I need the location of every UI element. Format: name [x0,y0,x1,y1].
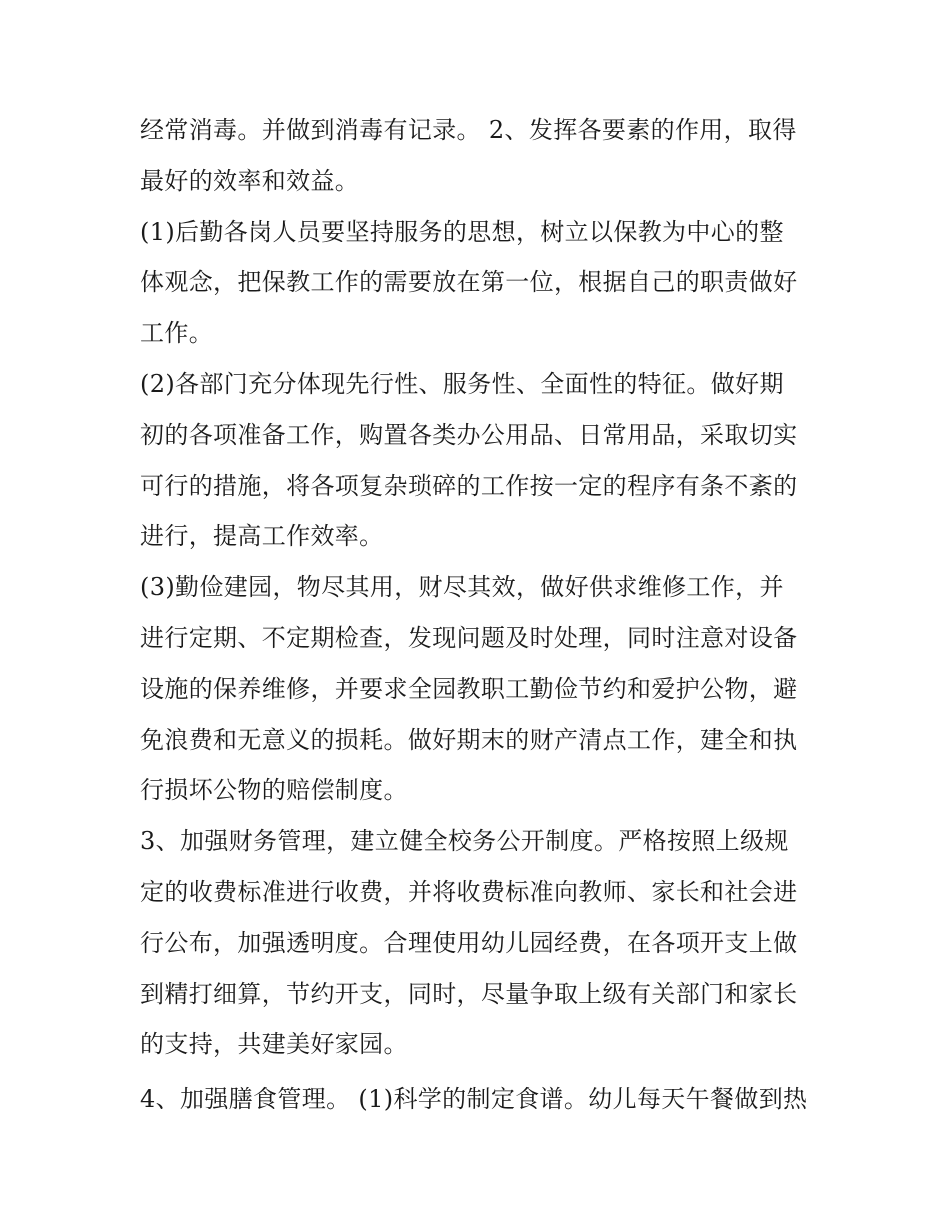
text-line: 体观念，把保教工作的需要放在第一位，根据自己的职责做好 [140,268,798,297]
text-line: 工作。 [140,319,214,348]
text-line: 初的各项准备工作，购置各类办公用品、日常用品，采取切实 [140,420,798,449]
text-line: (2)各部门充分体现先行性、服务性、全面性的特征。做好期 [140,369,784,398]
text-line: 的支持，共建美好家园。 [140,1030,408,1059]
text-line: 最好的效率和效益。 [140,166,360,195]
text-line: 行损坏公物的赔偿制度。 [140,776,408,805]
text-line: 行公布，加强透明度。合理使用幼儿园经费，在各项开支上做 [140,928,798,957]
document-body [140,108,820,1128]
text-line: 免浪费和无意义的损耗。做好期末的财产清点工作，建全和执 [140,725,798,754]
text-line: (1)后勤各岗人员要坚持服务的思想，树立以保教为中心的整 [140,217,784,246]
text-line: 4、加强膳食管理。 (1)科学的制定食谱。幼儿每天午餐做到热 [140,1085,808,1114]
text-line: 设施的保养维修，并要求全园教职工勤俭节约和爱护公物，避 [140,674,798,703]
text-line: 进行，提高工作效率。 [140,522,384,551]
text-line: (3)勤俭建园，物尽其用，财尽其效，做好供求维修工作，并 [140,573,784,602]
text-line: 可行的措施，将各项复杂琐碎的工作按一定的程序有条不紊的 [140,471,798,500]
text-line: 定的收费标准进行收费，并将收费标准向教师、家长和社会进 [140,877,798,906]
text-line: 到精打细算，节约开支，同时，尽量争取上级有关部门和家长 [140,979,798,1008]
text-line: 经常消毒。并做到消毒有记录。 2、发挥各要素的作用，取得 [140,116,797,144]
text-line: 3、加强财务管理，建立健全校务公开制度。严格按照上级规 [140,827,789,856]
text-line: 进行定期、不定期检查，发现问题及时处理，同时注意对设备 [140,623,798,652]
